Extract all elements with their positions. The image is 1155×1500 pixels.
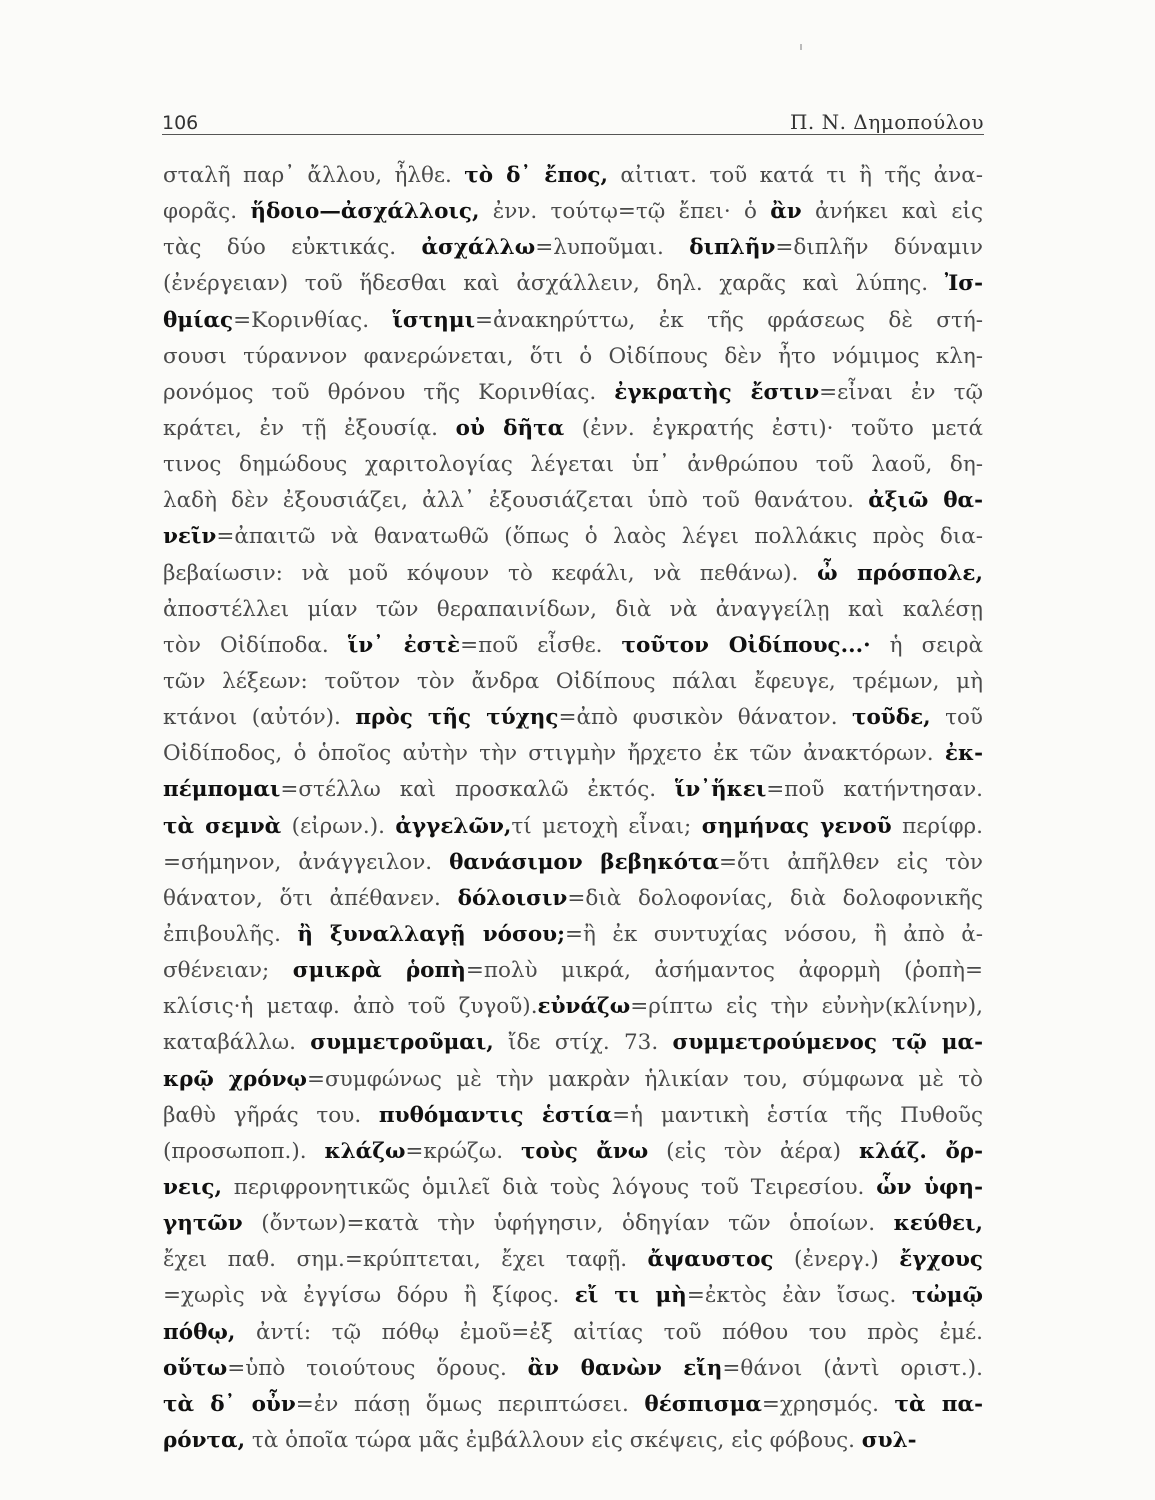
text-line — [163, 339, 983, 375]
text-line — [163, 772, 983, 808]
text-line — [163, 447, 983, 483]
text-line — [163, 230, 983, 266]
lemma: ὧν ὑφη- — [876, 1174, 983, 1200]
gloss: τί μετοχὴ εἶναι; — [511, 813, 702, 839]
gloss: =ἐν πάσῃ ὅμως περιπτώσει. — [295, 1391, 645, 1417]
text-line — [163, 1278, 983, 1314]
gloss: σουσι τύραννον φανερώνεται, ὅτι ὁ Οἰδίπους δὲν ἦτο νόμιμος κλη- — [163, 343, 983, 369]
gloss: =κρώζω. — [405, 1138, 521, 1164]
gloss: (ἐνέργειαν) τοῦ ἥδεσθαι καὶ ἀσχάλλειν, δηλ. χαρᾶς καὶ λύπης. — [163, 271, 945, 297]
gloss: ἀντί: τῷ πόθῳ ἐμοῦ=ἐξ αἰτίας τοῦ πόθου του πρὸς ἐμέ. — [235, 1319, 983, 1345]
gloss: ἡ σειρὰ — [870, 632, 983, 658]
text-line — [163, 845, 983, 881]
text-line — [163, 917, 983, 953]
gloss: =συμφώνως μὲ τὴν μακρὰν ἡλικίαν του, σύμφωνα μὲ τὸ — [306, 1066, 983, 1092]
gloss: =ποῦ κατήντησαν. — [766, 777, 983, 803]
text-line — [163, 519, 983, 555]
text-line — [163, 592, 983, 628]
gloss: ἔχει παθ. σημ.=κρύπτεται, ἔχει ταφῇ. — [163, 1247, 648, 1273]
lemma: ὦ πρόσπολε, — [817, 560, 983, 586]
gloss: ἐνν. τούτῳ=τῷ ἔπει· ὁ — [479, 199, 771, 225]
gloss: =θάνοι (ἀντὶ οριστ.). — [722, 1355, 983, 1381]
text-line — [163, 736, 983, 772]
lemma: τοῦδε, — [852, 705, 931, 731]
text-line — [163, 411, 983, 447]
text-line — [163, 953, 983, 989]
text-line — [163, 194, 983, 230]
gloss: =ἀπὸ φυσικὸν θάνατον. — [558, 705, 852, 731]
text-line — [163, 1170, 983, 1206]
lemma: ἵν᾿ἥκει — [674, 777, 767, 803]
lemma: κλάζω — [324, 1138, 406, 1164]
lemma: τὰ δ᾿ οὖν — [163, 1391, 296, 1417]
lemma: γητῶν — [163, 1211, 243, 1237]
text-line — [163, 1134, 983, 1170]
lemma: νεις, — [163, 1174, 222, 1200]
text-line — [163, 303, 983, 339]
gloss: =εἶναι ἐν τῷ — [819, 379, 983, 405]
text-line — [163, 1025, 983, 1061]
gloss: =λυποῦμαι. — [535, 235, 690, 261]
gloss: =στέλλω καὶ προσκαλῶ ἐκτός. — [280, 777, 675, 803]
gloss: =ἡ μαντικὴ ἑστία τῆς Πυθοῦς — [612, 1102, 983, 1128]
lemma: ἀγγελῶν, — [395, 813, 512, 839]
lemma: θέσπισμα — [644, 1391, 762, 1417]
lemma: εὐνάζω — [537, 994, 631, 1020]
gloss: περίφρ. — [891, 813, 983, 839]
lemma: σμικρὰ ῥοπὴ — [292, 958, 466, 984]
gloss: περιφρονητικῶς ὁμιλεῖ διὰ τοὺς λόγους τοῦ Τειρεσίου. — [221, 1174, 877, 1200]
text-line — [163, 1206, 983, 1242]
lemma: ἀσχάλλω — [421, 235, 536, 261]
lemma: ἢ ξυναλλαγῇ νόσου; — [297, 921, 566, 947]
gloss: =πολὺ μικρά, ἀσήμαντος ἀφορμὴ (ῥοπὴ= — [465, 958, 983, 984]
gloss: =ὅτι ἀπῆλθεν εἰς τὸν — [719, 849, 983, 875]
lemma: κλάζ. ὄρ- — [858, 1138, 983, 1164]
gloss: ἀνήκει καὶ εἰς — [801, 199, 983, 225]
lemma: πυθόμαντις ἑστία — [378, 1102, 613, 1128]
text-line — [163, 556, 983, 592]
gloss: =σήμηνον, ἀνάγγειλον. — [163, 849, 450, 875]
lemma: ἵστημι — [392, 307, 475, 333]
lemma: ἐγκρατὴς ἔστιν — [614, 379, 820, 405]
gloss: ρονόμος τοῦ θρόνου τῆς Κορινθίας. — [163, 379, 615, 405]
lemma: ἄψαυστος — [647, 1247, 774, 1273]
gloss: =ὑπὸ τοιούτους ὅρους. — [227, 1355, 528, 1381]
gloss: κτάνοι (αὐτόν). — [163, 705, 356, 731]
text-line — [163, 266, 983, 302]
gloss: ἀποστέλλει μίαν τῶν θεραπαινίδων, διὰ νὰ ἀναγγείλῃ καὶ καλέσῃ — [163, 596, 983, 622]
lemma: ἐκ- — [944, 741, 983, 767]
gloss: βεβαίωσιν: νὰ μοῦ κόψουν τὸ κεφάλι, νὰ πεθάνω). — [163, 560, 818, 586]
gloss: καταβάλλω. — [163, 1030, 311, 1056]
lemma: θμίας — [163, 307, 234, 333]
text-line — [163, 664, 983, 700]
gloss: θάνατον, ὅτι ἀπέθανεν. — [163, 885, 458, 911]
gloss: =ἢ ἐκ συντυχίας νόσου, ἢ ἀπὸ ἀ- — [565, 921, 983, 947]
gloss: (εἰρων.). — [281, 813, 396, 839]
gloss: αἰτιατ. τοῦ κατά τι ἢ τῆς ἀνα- — [608, 163, 983, 188]
lemma: οὐ δῆτα — [455, 415, 565, 441]
gloss: τῶν λέξεων: τοῦτον τὸν ἄνδρα Οἰδίπους πάλαι ἔφευγε, τρέμων, μὴ — [163, 668, 983, 694]
lemma: δόλοισιν — [457, 885, 568, 911]
lemma: τὰ πα- — [894, 1391, 983, 1417]
gloss: (ἐνεργ.) — [773, 1247, 900, 1273]
lemma: τὸ δ᾿ ἔπος, — [464, 163, 608, 188]
lemma: σημήνας γενοῦ — [701, 813, 892, 839]
lemma: πόθῳ, — [163, 1319, 236, 1345]
text-line — [163, 1098, 983, 1134]
gloss: =Κορινθίας. — [233, 307, 393, 333]
text-line — [163, 809, 983, 845]
text-line — [163, 628, 983, 664]
gloss: =διὰ δολοφονίας, διὰ δολοφονικῆς — [567, 885, 983, 911]
text-line — [163, 1242, 983, 1278]
text-line — [163, 1387, 983, 1423]
lemma: ἀξιῶ θα- — [868, 488, 983, 514]
lemma: εἴ τι μὴ — [574, 1283, 687, 1309]
lemma: συλ- — [861, 1427, 917, 1453]
lemma: νεῖν — [163, 524, 217, 550]
gloss: σθένειαν; — [163, 958, 293, 984]
lemma: ρόντα, — [163, 1427, 246, 1453]
text-line — [163, 158, 983, 194]
gloss: (εἰς τὸν ἀέρα) — [648, 1138, 859, 1164]
gloss: (ὄντων)=κατὰ τὴν ὑφήγησιν, ὁδηγίαν τῶν ὁποίων. — [242, 1211, 894, 1237]
gloss: κράτει, ἐν τῇ ἐξουσίᾳ. — [163, 415, 456, 441]
gloss: βαθὺ γῆράς του. — [163, 1102, 379, 1128]
text-line — [163, 1062, 983, 1098]
commentary-body — [163, 158, 983, 1459]
gloss: =ρίπτω εἰς τὴν εὐνὴν(κλίνην), — [630, 994, 983, 1020]
gloss: τινος δημώδους χαριτολογίας λέγεται ὑπ᾿ ἀνθρώπου τοῦ λαοῦ, δη- — [163, 452, 983, 478]
lemma: ἂν — [770, 199, 802, 225]
lemma: ἂν θανὼν εἴη — [527, 1355, 723, 1381]
text-line — [163, 1315, 983, 1351]
lemma: θανάσιμον βεβηκότα — [449, 849, 720, 875]
gloss: =ἀνακηρύττω, ἐκ τῆς φράσεως δὲ στή- — [474, 307, 983, 333]
lemma: κρῷ χρόνῳ — [163, 1066, 307, 1092]
gloss: ἐπιβουλῆς. — [163, 921, 298, 947]
gloss: λαδὴ δὲν ἐξουσιάζει, ἀλλ᾿ ἐξουσιάζεται ὑπὸ τοῦ θανάτου. — [163, 488, 869, 514]
gloss: (προσωποπ.). — [163, 1138, 325, 1164]
gloss: =ἀπαιτῶ νὰ θανατωθῶ (ὅπως ὁ λαὸς λέγει πολλάκις πρὸς δια- — [216, 524, 983, 550]
page-number: 106 — [162, 112, 199, 134]
gloss: σταλῆ παρ᾿ ἄλλου, ἦλθε. — [163, 163, 465, 188]
gloss: Οἰδίποδος, ὁ ὁποῖος αὐτὴν τὴν στιγμὴν ἤρχετο ἐκ τῶν ἀνακτόρων. — [163, 741, 945, 767]
lemma: πέμπομαι — [163, 777, 281, 803]
lemma: τοῦτον Οἰδίπους...· — [621, 632, 871, 658]
gloss: τὸν Οἰδίποδα. — [163, 632, 348, 658]
lemma: συμμετρούμενος τῷ μα- — [672, 1030, 983, 1056]
text-line — [163, 483, 983, 519]
lemma: τὰ σεμνὰ — [163, 813, 282, 839]
gloss: τὰς δύο εὐκτικάς. — [163, 235, 422, 261]
page-header — [162, 100, 984, 134]
gloss: ἴδε στίχ. 73. — [493, 1030, 673, 1056]
header-rule — [162, 134, 984, 135]
lemma: οὕτω — [163, 1355, 228, 1381]
text-line — [163, 1351, 983, 1387]
lemma: τὠμῷ — [911, 1283, 983, 1309]
text-line — [163, 375, 983, 411]
gloss: κλίσις·ἡ μεταφ. ἀπὸ τοῦ ζυγοῦ). — [163, 994, 538, 1020]
gloss: =ἐκτὸς ἐὰν ἴσως. — [686, 1283, 912, 1309]
gloss: τὰ ὁποῖα τώρα μᾶς ἐμβάλλουν εἰς σκέψεις, εἰς φόβους. — [245, 1427, 862, 1453]
gloss: τοῦ — [930, 705, 983, 731]
lemma: τοὺς ἄνω — [520, 1138, 649, 1164]
gloss: =χρησμός. — [761, 1391, 895, 1417]
lemma: Ἰσ- — [944, 271, 983, 297]
gloss: (ἐνν. ἐγκρατής ἐστι)· τοῦτο μετά — [564, 415, 983, 441]
lemma: ἥδοιο—ἀσχάλλοις, — [250, 199, 480, 225]
lemma: διπλῆν — [689, 235, 776, 261]
lemma: πρὸς τῆς τύχης — [355, 705, 559, 731]
gloss: =διπλῆν δύναμιν — [775, 235, 983, 261]
lemma: κεύθει, — [893, 1211, 983, 1237]
gloss: φορᾶς. — [163, 199, 251, 225]
running-head: Π. Ν. Δημοπούλου — [789, 110, 984, 134]
gloss: =ποῦ εἶσθε. — [460, 632, 622, 658]
text-line — [163, 989, 983, 1025]
lemma: ἔγχους — [899, 1247, 983, 1273]
text-line — [163, 881, 983, 917]
gloss: =χωρὶς νὰ ἐγγίσω δόρυ ἢ ξίφος. — [163, 1283, 575, 1309]
text-line — [163, 700, 983, 736]
scan-speck — [800, 44, 802, 50]
lemma: συμμετροῦμαι, — [310, 1030, 494, 1056]
lemma: ἵν᾿ ἐστὲ — [347, 632, 461, 658]
text-line — [163, 1423, 983, 1459]
